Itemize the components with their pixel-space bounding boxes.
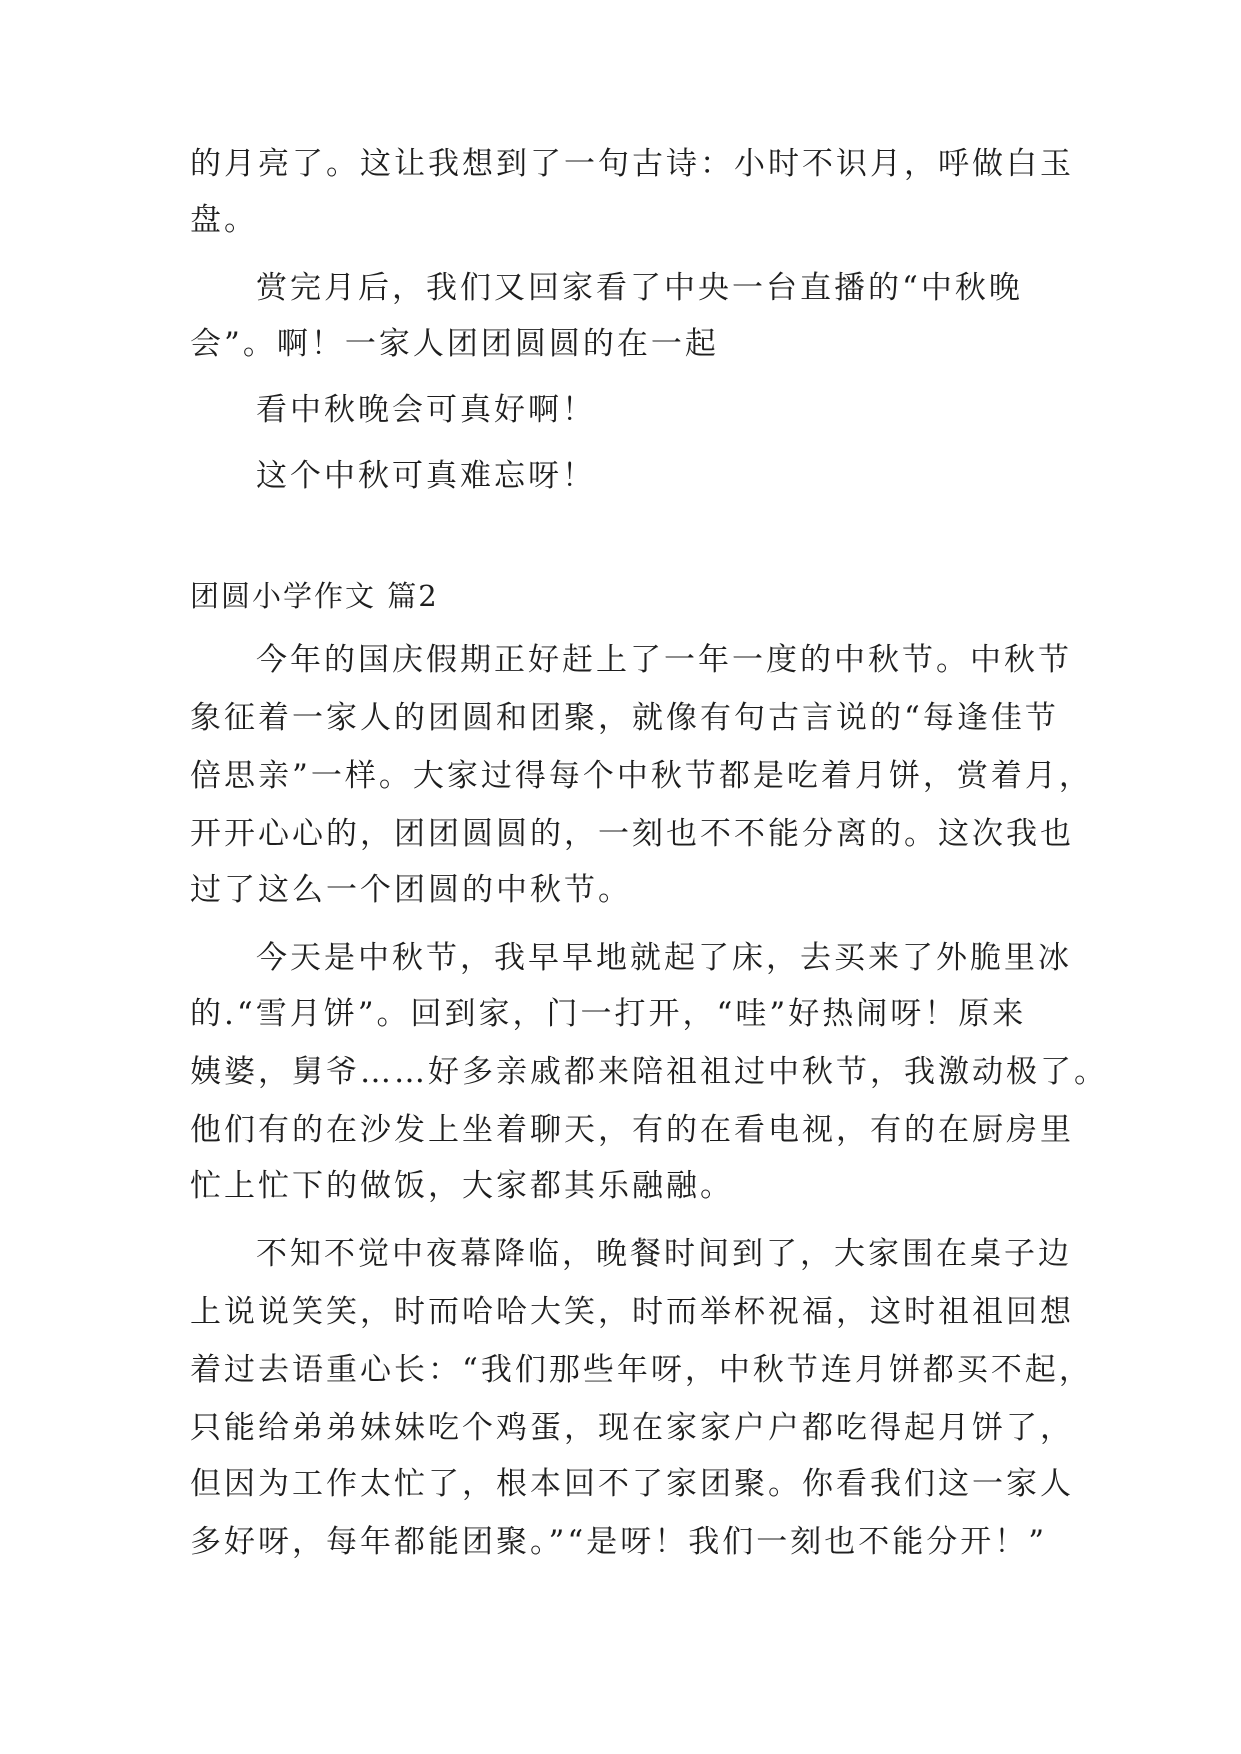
text-line: 盘。 [190,202,258,238]
text-line: 过了这么一个团圆的中秋节。 [190,872,632,908]
text-line: 不知不觉中夜幕降临，晚餐时间到了，大家围在桌子边 [256,1236,1072,1272]
text-line: 上说说笑笑，时而哈哈大笑，时而举杯祝福，这时祖祖回想 [190,1294,1074,1330]
text-line: 赏完月后，我们又回家看了中央一台直播的“中秋晚 [256,270,1023,306]
text-line: 忙上忙下的做饭，大家都其乐融融。 [190,1168,734,1204]
text-line: 只能给弟弟妹妹吃个鸡蛋，现在家家户户都吃得起月饼了， [190,1410,1074,1446]
text-line: 这个中秋可真难忘呀！ [256,458,596,494]
text-line: 但因为工作太忙了，根本回不了家团聚。你看我们这一家人 [190,1466,1074,1502]
text-line: 看中秋晚会可真好啊！ [256,392,596,428]
text-line: 象征着一家人的团圆和团聚，就像有句古言说的“每逢佳节 [190,700,1059,736]
text-line: 着过去语重心长：“我们那些年呀，中秋节连月饼都买不起， [190,1352,1093,1388]
text-line: 会”。啊！一家人团团圆圆的在一起 [190,326,719,362]
text-line: 多好呀，每年都能团聚。”“是呀！我们一刻也不能分开！” [190,1524,1048,1560]
text-line: 的月亮了。这让我想到了一句古诗：小时不识月，呼做白玉 [190,146,1074,182]
text-line: 的.“雪月饼”。回到家，门一打开，“哇”好热闹呀！原来 [190,996,1027,1032]
text-line: 他们有的在沙发上坐着聊天，有的在看电视，有的在厨房里 [190,1112,1074,1148]
section-heading: 团圆小学作文 篇2 [190,579,439,613]
text-line: 倍思亲”一样。大家过得每个中秋节都是吃着月饼，赏着月， [190,758,1093,794]
text-line: 今天是中秋节，我早早地就起了床，去买来了外脆里冰 [256,940,1072,976]
text-line: 姨婆，舅爷……好多亲戚都来陪祖祖过中秋节，我激动极了。 [190,1054,1108,1090]
text-line: 今年的国庆假期正好赶上了一年一度的中秋节。中秋节 [256,642,1072,678]
text-line: 开开心心的，团团圆圆的，一刻也不不能分离的。这次我也 [190,816,1074,852]
document-page [190,0,1108,1754]
